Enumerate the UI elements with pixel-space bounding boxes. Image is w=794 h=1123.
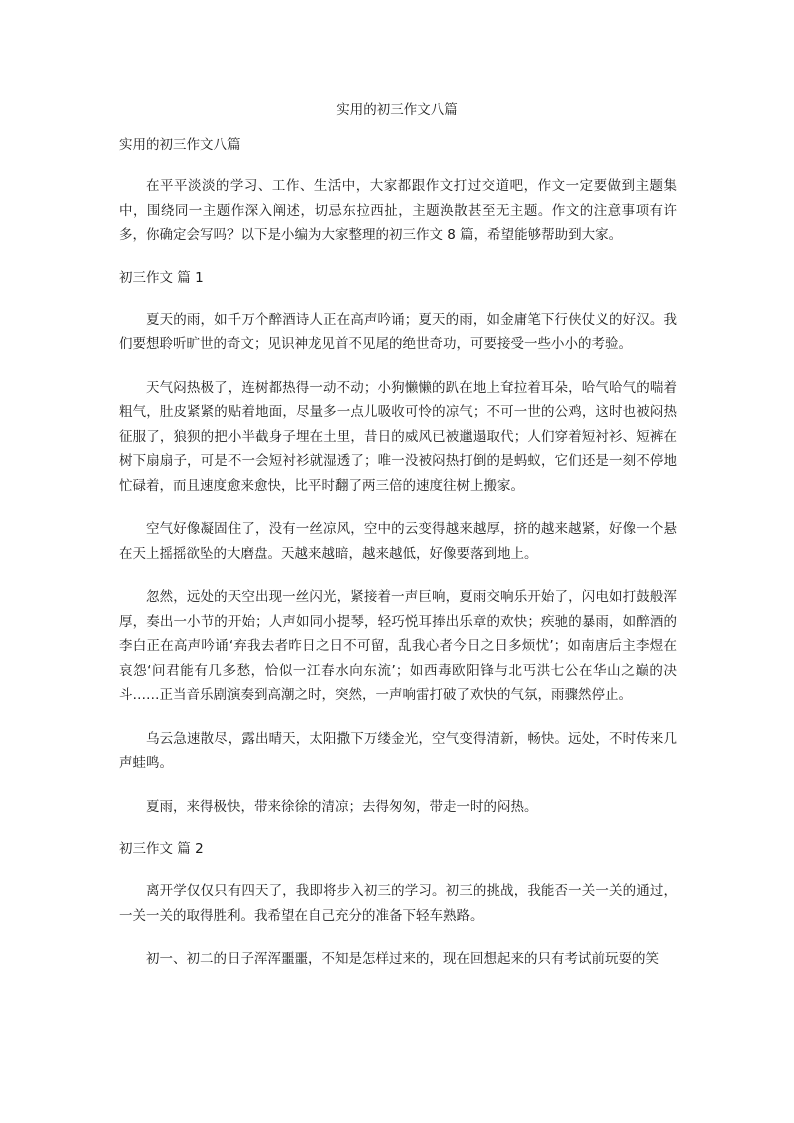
document-subtitle: 实用的初三作文八篇 <box>119 137 241 153</box>
section-1-paragraph-4: 忽然，远处的天空出现一丝闪光，紧接着一声巨响，夏雨交响乐开始了，闪电如打鼓般浑厚，奏出一小节的开始；人声如同小提琴，轻巧悦耳捧出乐章的欢快；疾驰的暴雨，如醉酒的李白正在高声吟诵‘弃我去者昨日之日不可留，乱我心者今日之日多烦忧’；如南唐后主李煜在哀怨‘问君能有几多愁，恰似一江春水向东流’；如西毒欧阳锋与北丐洪七公在华山之巅的决斗……正当音乐剧演奏到高潮之时，突然，一声响雷打破了欢快的气氛，雨骤然停止。 <box>119 589 677 703</box>
document-title: 实用的初三作文八篇 <box>336 102 458 118</box>
document-body <box>119 134 677 972</box>
section-1-paragraph-2: 天气闷热极了，连树都热得一动不动；小狗懒懒的趴在地上耷拉着耳朵，哈气哈气的喘着粗气，肚皮紧紧的贴着地面，尽量多一点儿吸收可怜的凉气；不可一世的公鸡，这时也被闷热征服了，狼狈的把小半截身子埋在土里，昔日的威风已被邋遢取代；人们穿着短衬衫、短裤在树下扇扇子，可是不一会短衬衫就湿透了；唯一没被闷热打倒的是蚂蚁，它们还是一刻不停地忙碌着，而且速度愈来愈快，比平时翻了两三倍的速度往树上搬家。 <box>119 379 677 494</box>
section-2-paragraph-1: 离开学仅仅只有四天了，我即将步入初三的学习。初三的挑战，我能否一关一关的通过，一关一关的取得胜利。我希望在自己充分的准备下轻车熟路。 <box>119 883 677 924</box>
section-1-paragraph-1: 夏天的雨，如千万个醉酒诗人正在高声吟诵；夏天的雨，如金庸笔下行侠仗义的好汉。我们要想聆听旷世的奇文；见识神龙见首不见尾的绝世奇功，可要接受一些小小的考验。 <box>119 311 677 352</box>
section-heading-1: 初三作文 篇 1 <box>119 269 204 286</box>
section-2-paragraph-2: 初一、初二的日子浑浑噩噩，不知是怎样过来的，现在回想起来的只有考试前玩耍的笑 <box>146 951 659 967</box>
intro-paragraph: 在平平淡淡的学习、工作、生活中，大家都跟作文打过交道吧，作文一定要做到主题集中，围绕同一主题作深入阐述，切忌东拉西扯，主题涣散甚至无主题。作文的注意事项有许多，你确定会写吗？以下是小编为大家整理的初三作文 8 篇，希望能够帮助到大家。 <box>119 178 677 243</box>
section-heading-2: 初三作文 篇 2 <box>119 841 204 857</box>
section-1-paragraph-3: 空气好像凝固住了，没有一丝凉风，空中的云变得越来越厚，挤的越来越紧，好像一个悬在天上摇摇欲坠的大磨盘。天越来越暗，越来越低，好像要落到地上。 <box>119 521 677 562</box>
section-1-paragraph-6: 夏雨，来得极快，带来徐徐的清凉；去得匆匆，带走一时的闷热。 <box>146 798 538 815</box>
section-1-paragraph-5: 乌云急速散尽，露出晴天，太阳撒下万缕金光，空气变得清新，畅快。远处，不时传来几声蛙鸣。 <box>119 730 677 771</box>
